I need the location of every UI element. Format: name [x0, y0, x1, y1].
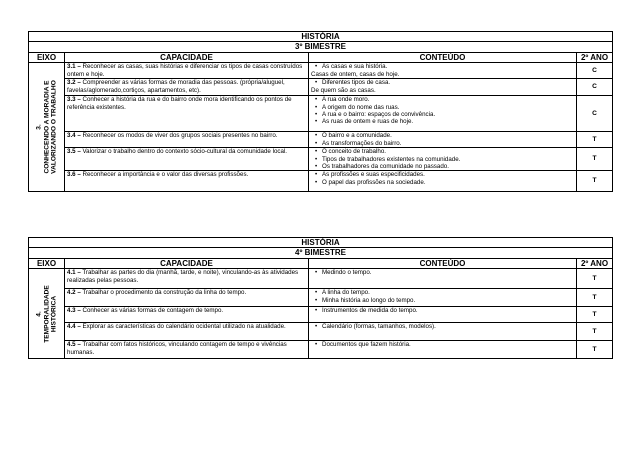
capacidade-number: 4.1 –: [67, 269, 81, 277]
capacidade-cell: [65, 323, 309, 341]
list-item: • O bairro e a comunidade.: [322, 132, 574, 139]
capacidade-text: Trabalhar com fatos históricos, vinculando contagem de tempo e vivências humanas.: [67, 341, 287, 356]
conteudo-list: [311, 269, 574, 276]
ano-grade: T: [577, 289, 613, 307]
conteudo-list: [311, 289, 574, 304]
eixo-label-line: TEMPORALIDADE: [42, 285, 50, 343]
header-capacidade: CAPACIDADE: [65, 258, 309, 268]
conteudo-cell: [309, 307, 577, 323]
capacidade-number: 3.1 –: [67, 63, 81, 71]
list-item: • Instrumentos de medida do tempo.: [322, 307, 574, 314]
capacidade-text: Trabalhar as partes do dia (manhã, tarde, e noite), vinculando-as às atividades realizadas pelas pessoas.: [67, 269, 299, 284]
list-item: • Tipos de trabalhadores existentes na comunidade.: [322, 156, 574, 163]
list-item: • As ruas de ontem e ruas de hoje.: [322, 118, 574, 125]
table-row: [29, 269, 613, 289]
header-eixo: EIXO: [29, 258, 65, 268]
subject-title: HISTÓRIA: [29, 238, 613, 248]
list-item: • A rua onde moro.: [322, 96, 574, 103]
bimestre-title: 3º BIMESTRE: [29, 42, 613, 52]
list-item: • As casas e sua história.: [322, 63, 574, 70]
table-row: [29, 171, 613, 192]
table-row: [29, 79, 613, 96]
list-item: • Documentos que fazem história.: [322, 341, 574, 348]
conteudo-cell: [309, 269, 577, 289]
capacidade-text: Trabalhar o procedimento da construção da linha do tempo.: [80, 289, 247, 297]
bimestre3-table: [28, 31, 613, 192]
capacidade-number: 4.4 –: [67, 323, 81, 331]
capacidade-number: 3.2 –: [67, 79, 81, 87]
ano-grade: T: [577, 341, 613, 359]
conteudo-list: [311, 132, 574, 147]
list-item: • A rua e o bairro: espaços de convivência.: [322, 111, 574, 118]
table-row: [29, 63, 613, 79]
eixo-label-line: VALORIZANDO O TRABALHO: [50, 80, 58, 175]
capacidade-cell: [65, 148, 309, 171]
list-item: • Minha história ao longo do tempo.: [322, 297, 574, 304]
capacidade-text: Reconhecer a importância e o valor das diversas profissões.: [80, 171, 249, 179]
list-item: • A origem do nome das ruas.: [322, 104, 574, 111]
conteudo-cell: [309, 132, 577, 148]
capacidade-number: 3.3 –: [67, 96, 81, 104]
eixo-label-line: 4.: [35, 311, 43, 317]
conteudo-list: [311, 96, 574, 125]
eixo-label: [35, 80, 58, 174]
list-item: • Os trabalhadores da comunidade no passado.: [322, 163, 574, 170]
ano-grade: T: [577, 171, 613, 192]
conteudo-list: [311, 307, 574, 314]
capacidade-cell: [65, 171, 309, 192]
table-row: [29, 132, 613, 148]
list-item: • As transformações do bairro.: [322, 140, 574, 147]
list-item: • Medindo o tempo.: [322, 269, 574, 276]
conteudo-list: [311, 148, 574, 170]
capacidade-cell: [65, 289, 309, 307]
capacidade-number: 4.2 –: [67, 289, 81, 297]
ano-grade: C: [577, 96, 613, 132]
list-item: • Calendário (formas, tamanhos, modelos).: [322, 323, 574, 330]
subject-title: HISTÓRIA: [29, 32, 613, 42]
conteudo-list: [311, 63, 574, 70]
ano-grade: C: [577, 63, 613, 79]
capacidade-number: 3.6 –: [67, 171, 81, 179]
eixo-cell: [29, 269, 65, 359]
capacidade-number: 4.5 –: [67, 341, 81, 349]
capacidade-cell: [65, 96, 309, 132]
capacidade-cell: [65, 307, 309, 323]
conteudo-cell: [309, 171, 577, 192]
ano-grade: T: [577, 323, 613, 341]
bimestre4-table: [28, 237, 613, 359]
table-row: [29, 307, 613, 323]
eixo-label-line: 3.: [35, 124, 43, 131]
header-ano: 2º ANO: [577, 258, 613, 268]
conteudo-cell: [309, 289, 577, 307]
list-item: • A linha do tempo.: [322, 289, 574, 296]
table-row: [29, 323, 613, 341]
capacidade-text: Reconhecer as casas, suas histórias e diferenciar os tipos de casas construídos ontem e hoje.: [67, 63, 303, 78]
capacidade-number: 3.4 –: [67, 132, 81, 140]
capacidade-cell: [65, 79, 309, 96]
conteudo-list: [311, 171, 574, 186]
capacidade-cell: [65, 269, 309, 289]
ano-grade: T: [577, 307, 613, 323]
capacidade-cell: [65, 341, 309, 359]
capacidade-number: 4.3 –: [67, 307, 81, 315]
capacidade-text: Conhecer as várias formas de contagem de tempo.: [80, 307, 224, 315]
capacidade-cell: [65, 63, 309, 79]
conteudo-text: De quem são as casas.: [311, 86, 376, 94]
table-row: [29, 148, 613, 171]
ano-grade: T: [577, 269, 613, 289]
conteudo-cell: [309, 323, 577, 341]
eixo-label: [35, 285, 58, 343]
header-eixo: EIXO: [29, 52, 65, 62]
capacidade-text: Explorar as características do calendário ocidental utilizado na atualidade.: [80, 323, 286, 331]
capacidade-text: Valorizar o trabalho dentro do contexto sócio-cultural da comunidade local.: [80, 148, 288, 156]
conteudo-list: [311, 79, 574, 86]
capacidade-cell: [65, 132, 309, 148]
conteudo-cell: [309, 96, 577, 132]
conteudo-list: [311, 323, 574, 330]
ano-grade: C: [577, 79, 613, 96]
capacidade-text: Compreender as várias formas de moradia das pessoas. (própria/aluguel, favelas/aglomerado,cortiços, apartamentos, etc).: [67, 79, 285, 94]
ano-grade: T: [577, 148, 613, 171]
header-conteudo: CONTEÚDO: [309, 258, 577, 268]
table-row: [29, 96, 613, 132]
list-item: • O conceito de trabalho.: [322, 148, 574, 155]
capacidade-number: 3.5 –: [67, 148, 81, 156]
table-row: [29, 289, 613, 307]
conteudo-cell: [309, 341, 577, 359]
header-capacidade: CAPACIDADE: [65, 52, 309, 62]
conteudo-text: Casas de ontem, casas de hoje.: [311, 70, 400, 78]
conteudo-cell: [309, 63, 577, 79]
bimestre-title: 4º BIMESTRE: [29, 248, 613, 258]
ano-grade: T: [577, 132, 613, 148]
capacidade-text: Reconhecer os modos de viver dos grupos sociais presentes no bairro.: [80, 132, 278, 140]
conteudo-cell: [309, 148, 577, 171]
header-conteudo: CONTEÚDO: [309, 52, 577, 62]
header-ano: 2º ANO: [577, 52, 613, 62]
eixo-label-line: HISTÓRICA: [50, 295, 58, 332]
eixo-label-line: CONHECENDO A MORADIA E: [42, 80, 50, 174]
table-row: [29, 341, 613, 359]
conteudo-cell: [309, 79, 577, 96]
list-item: • As profissões e suas especificidades.: [322, 171, 574, 178]
list-item: • Diferentes tipos de casa.: [322, 79, 574, 86]
list-item: • O papel das profissões na sociedade.: [322, 179, 574, 186]
eixo-cell: [29, 63, 65, 192]
capacidade-text: Conhecer a história da rua e do bairro onde mora identificando os pontos de referência existentes.: [67, 96, 292, 111]
conteudo-list: [311, 341, 574, 348]
